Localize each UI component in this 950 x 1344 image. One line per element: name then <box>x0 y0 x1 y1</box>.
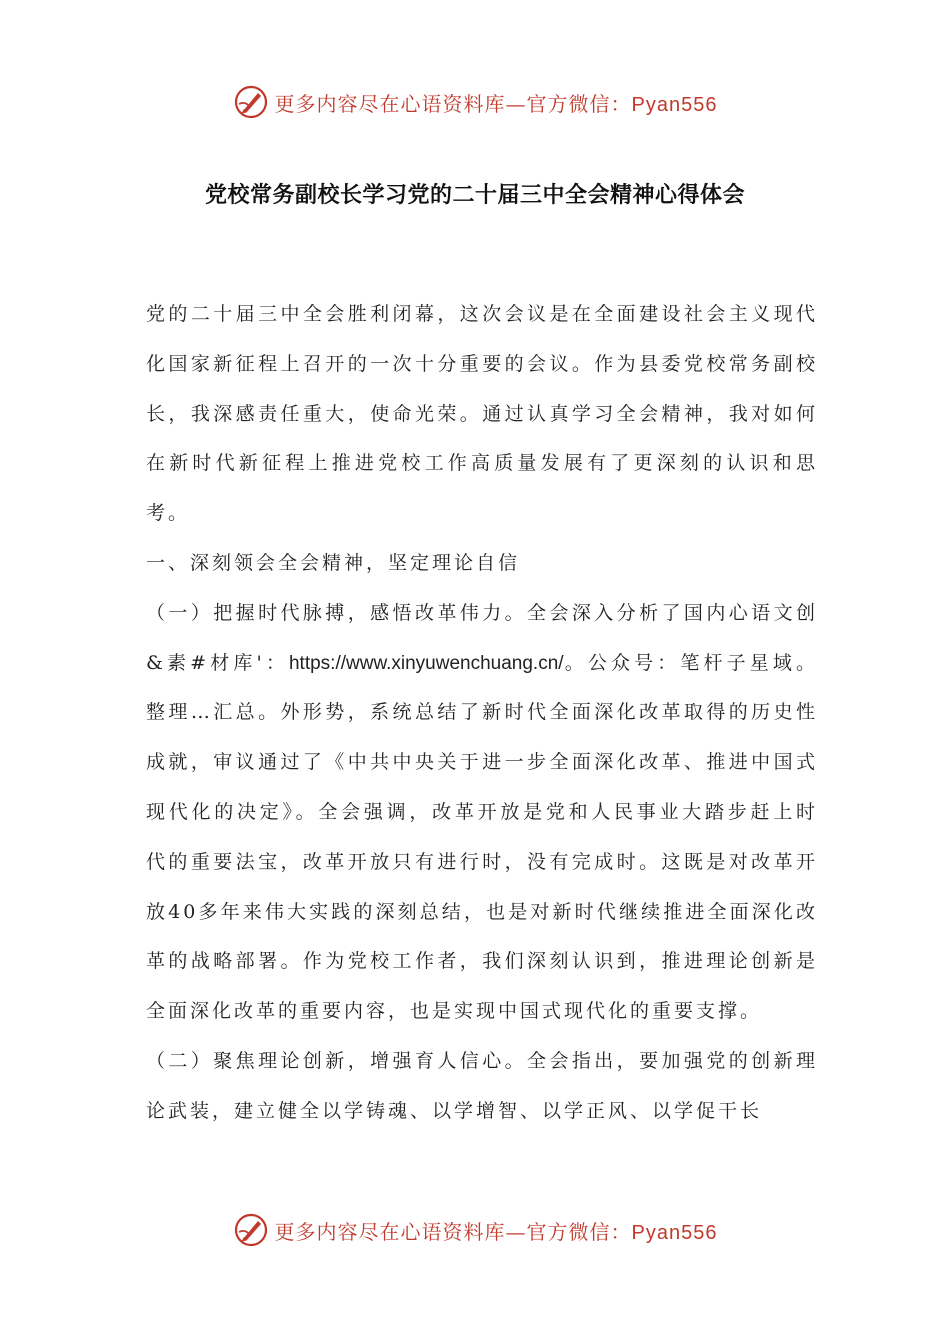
banner-text: 更多内容尽在心语资料库—官方微信：Pyan556 <box>274 91 718 116</box>
document-body <box>146 290 818 1137</box>
quill-pen-logo-icon <box>233 84 269 120</box>
section-heading: 一、深刻领会全会精神，坚定理论自信 <box>146 551 521 574</box>
wechat-id: Pyan556 <box>631 93 718 116</box>
footer-banner <box>0 1210 950 1250</box>
banner-text: 更多内容尽在心语资料库—官方微信：Pyan556 <box>274 1219 718 1244</box>
quill-pen-logo-icon <box>233 1212 269 1248</box>
wechat-id: Pyan556 <box>631 1221 718 1244</box>
paragraph-section-2: （二）聚焦理论创新，增强育人信心。全会指出，要加强党的创新理论武装，建立健全以学铸魂、以学增智、以学正风、以学促干长 <box>146 1049 818 1122</box>
document-title: 党校常务副校长学习党的二十届三中全会精神心得体会 <box>204 183 745 208</box>
paragraph-intro: 党的二十届三中全会胜利闭幕，这次会议是在全面建设社会主义现代化国家新征程上召开的一次十分重要的会议。作为县委党校常务副校长，我深感责任重大，使命光荣。通过认真学习全会精神，我对如何在新时代新征程上推进党校工作高质量发展有了更深刻的认识和思考。 <box>146 303 818 525</box>
paragraph-section-1: （一）把握时代脉搏，感悟改革伟力。全会深入分析了国内心语文创&素#材库'：https://www.xinyuwenchuang.cn/。公众号：笔杆子星域。整理…汇总。外形势，系统总结了新时代全面深化改革取得的历史性成就，审议通过了《中共中央关于进一步全面深化改革、推进中国式现代化的决定》。全会强调，改革开放是党和人民事业大踏步赶上时代的重要法宝，改革开放只有进行时，没有完成时。这既是对改革开放40多年来伟大实践的深刻总结，也是对新时代继续推进全面深化改革的战略部署。作为党校工作者，我们深刻认识到，推进理论创新是全面深化改革的重要内容，也是实现中国式现代化的重要支撑。 <box>146 601 818 1023</box>
header-banner <box>0 82 950 122</box>
website-url: https://www.xinyuwenchuang.cn/ <box>288 652 564 674</box>
